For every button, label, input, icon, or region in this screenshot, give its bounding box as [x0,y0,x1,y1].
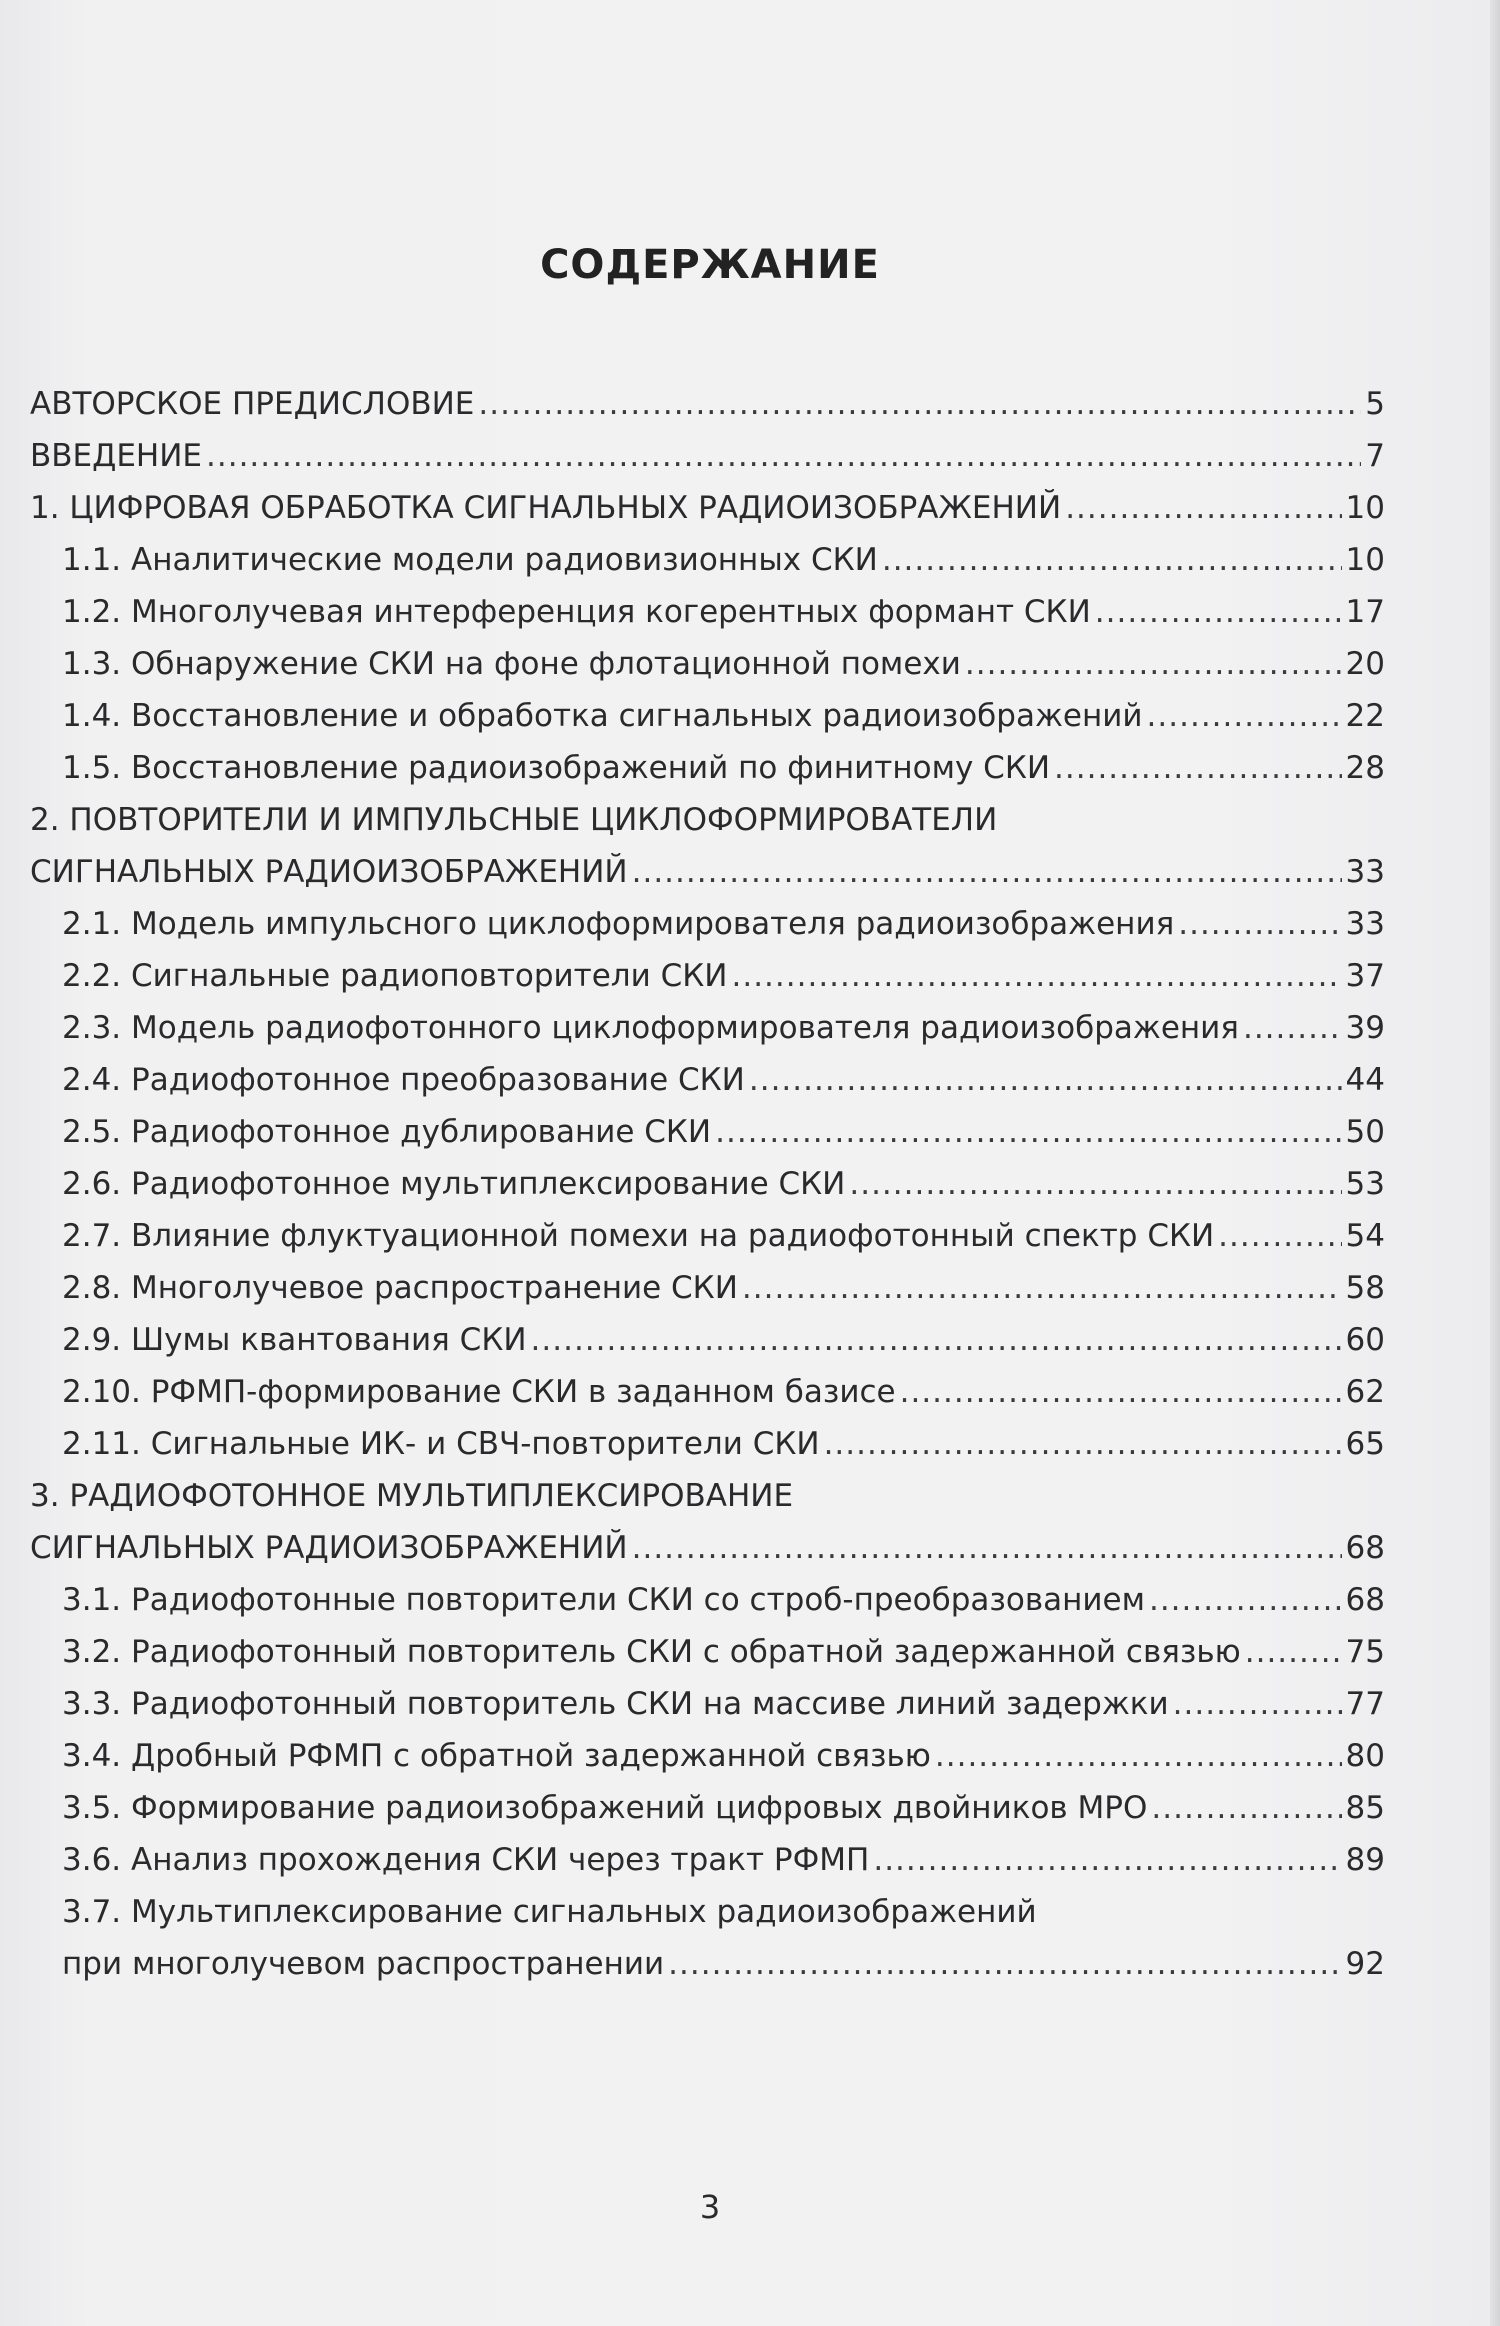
toc-entry-title: 1.2. Многолучевая интерференция когерентных формант СКИ [62,594,1091,630]
dot-leader [206,430,1361,482]
toc-page-number: 58 [1345,1270,1385,1306]
dot-leader [1243,1002,1342,1054]
toc-page-number: 39 [1345,1010,1385,1046]
dot-leader [1151,1782,1341,1834]
toc-entry-title: 2.5. Радиофотонное дублирование СКИ [62,1114,712,1150]
dot-leader [882,534,1342,586]
toc-chapter-entry [30,430,1385,482]
page-title: СОДЕРЖАНИЕ [540,242,880,288]
toc-entry-title: СИГНАЛЬНЫХ РАДИОИЗОБРАЖЕНИЙ [30,854,628,890]
toc-page-number: 89 [1345,1842,1385,1878]
toc-page-number: 28 [1345,750,1385,786]
toc-entry-title: 3.7. Мультиплексирование сигнальных радиоизображений [62,1894,1037,1930]
dot-leader [1218,1210,1341,1262]
dot-leader [1054,742,1342,794]
toc-page-number: 85 [1345,1790,1385,1826]
toc-section-entry [62,1158,1385,1210]
dot-leader [1149,1574,1342,1626]
toc-entry-title: 2.8. Многолучевое распространение СКИ [62,1270,738,1306]
toc-page-number: 65 [1345,1426,1385,1462]
toc-entry-title: 2.3. Модель радиофотонного циклоформирователя радиоизображения [62,1010,1239,1046]
dot-leader [531,1314,1342,1366]
toc-section-entry [62,1886,1385,1990]
dot-leader [900,1366,1342,1418]
toc-entry-title: 1.4. Восстановление и обработка сигнальных радиоизображений [62,698,1143,734]
toc-entry-title: СИГНАЛЬНЫХ РАДИОИЗОБРАЖЕНИЙ [30,1530,628,1566]
toc-section-entry [62,1782,1385,1834]
dot-leader [632,1522,1342,1574]
toc-chapter-entry [30,794,1385,898]
toc-entry-title: 2.6. Радиофотонное мультиплексирование СКИ [62,1166,846,1202]
toc-page-number: 5 [1365,386,1385,422]
dot-leader [478,378,1361,430]
dot-leader [1178,898,1341,950]
dot-leader [849,1158,1341,1210]
toc-entry-title: 3. РАДИОФОТОННОЕ МУЛЬТИПЛЕКСИРОВАНИЕ [30,1478,794,1514]
toc-section-entry [62,742,1385,794]
toc-section-entry [62,1574,1385,1626]
toc-entry-title: 3.5. Формирование радиоизображений цифровых двойников МРО [62,1790,1148,1826]
toc-section-entry [62,1678,1385,1730]
toc-section-entry [62,1262,1385,1314]
dot-leader [731,950,1341,1002]
toc-entry-title: 2.7. Влияние флуктуационной помехи на радиофотонный спектр СКИ [62,1218,1215,1254]
toc-page-number: 10 [1345,490,1385,526]
toc-page-number: 10 [1345,542,1385,578]
toc-section-entry [62,638,1385,690]
toc-section-entry [62,1106,1385,1158]
toc-section-entry [62,1834,1385,1886]
toc-section-entry [62,1626,1385,1678]
toc-page-number: 44 [1345,1062,1385,1098]
toc-entry-title: 1. ЦИФРОВАЯ ОБРАБОТКА СИГНАЛЬНЫХ РАДИОИЗОБРАЖЕНИЙ [30,490,1062,526]
toc-chapter-entry [30,482,1385,534]
toc-entry-title: 3.3. Радиофотонный повторитель СКИ на массиве линий задержки [62,1686,1169,1722]
toc-entry-title: 2. ПОВТОРИТЕЛИ И ИМПУЛЬСНЫЕ ЦИКЛОФОРМИРОВАТЕЛИ [30,802,998,838]
toc-page-number: 37 [1345,958,1385,994]
toc-page-number: 22 [1345,698,1385,734]
toc-section-entry [62,1730,1385,1782]
dot-leader [935,1730,1342,1782]
dot-leader [1245,1626,1342,1678]
toc-section-entry [62,898,1385,950]
toc-entry-title: 2.1. Модель импульсного циклоформирователя радиоизображения [62,906,1175,942]
toc-page-number: 80 [1345,1738,1385,1774]
dot-leader [873,1834,1341,1886]
toc-entry-title: 2.9. Шумы квантования СКИ [62,1322,527,1358]
toc-entry-title: 2.10. РФМП-формирование СКИ в заданном базисе [62,1374,896,1410]
toc-page-number: 60 [1345,1322,1385,1358]
toc-page-number: 53 [1345,1166,1385,1202]
dot-leader [965,638,1342,690]
toc-section-entry [62,1418,1385,1470]
toc-page-number: 20 [1345,646,1385,682]
toc-section-entry [62,1054,1385,1106]
toc-entry-title: 3.4. Дробный РФМП с обратной задержанной связью [62,1738,931,1774]
dot-leader [632,846,1342,898]
toc-page-number: 62 [1345,1374,1385,1410]
toc-page-number: 75 [1345,1634,1385,1670]
toc-section-entry [62,1314,1385,1366]
toc-entry-title: 2.4. Радиофотонное преобразование СКИ [62,1062,745,1098]
toc-section-entry [62,690,1385,742]
toc-page-number: 92 [1345,1946,1385,1982]
toc-section-entry [62,1366,1385,1418]
page-number: 3 [699,2188,721,2226]
toc-page-number: 33 [1345,854,1385,890]
toc-entry-title: 2.11. Сигнальные ИК- и СВЧ-повторители СКИ [62,1426,820,1462]
toc-section-entry [62,586,1385,638]
toc-entry-title: АВТОРСКОЕ ПРЕДИСЛОВИЕ [30,386,475,422]
table-of-contents [30,378,1385,1990]
dot-leader [742,1262,1342,1314]
toc-entry-title: ВВЕДЕНИЕ [30,438,203,474]
toc-entry-title: 1.5. Восстановление радиоизображений по финитному СКИ [62,750,1051,786]
toc-page-number: 54 [1345,1218,1385,1254]
dot-leader [1147,690,1342,742]
toc-chapter-entry [30,1470,1385,1574]
toc-entry-title: 2.2. Сигнальные радиоповторители СКИ [62,958,728,994]
page-fold-edge [1490,0,1500,2326]
dot-leader [749,1054,1342,1106]
toc-page-number: 7 [1365,438,1385,474]
toc-entry-title: 1.1. Аналитические модели радиовизионных СКИ [62,542,878,578]
dot-leader [824,1418,1342,1470]
dot-leader [668,1938,1341,1990]
toc-entry-title: 3.6. Анализ прохождения СКИ через тракт РФМП [62,1842,870,1878]
toc-entry-title: 3.2. Радиофотонный повторитель СКИ с обратной задержанной связью [62,1634,1241,1670]
toc-page-number: 50 [1345,1114,1385,1150]
dot-leader [1095,586,1342,638]
dot-leader [715,1106,1341,1158]
toc-page-number: 77 [1345,1686,1385,1722]
toc-page-number: 17 [1345,594,1385,630]
dot-leader [1173,1678,1342,1730]
toc-entry-title: при многолучевом распространении [62,1946,665,1982]
toc-page-number: 68 [1345,1582,1385,1618]
toc-section-entry [62,1002,1385,1054]
toc-page-number: 68 [1345,1530,1385,1566]
toc-section-entry [62,950,1385,1002]
toc-entry-title: 3.1. Радиофотонные повторители СКИ со строб-преобразованием [62,1582,1145,1618]
toc-page-number: 33 [1345,906,1385,942]
toc-section-entry [62,534,1385,586]
dot-leader [1065,482,1341,534]
toc-entry-title: 1.3. Обнаружение СКИ на фоне флотационной помехи [62,646,961,682]
toc-section-entry [62,1210,1385,1262]
toc-chapter-entry [30,378,1385,430]
